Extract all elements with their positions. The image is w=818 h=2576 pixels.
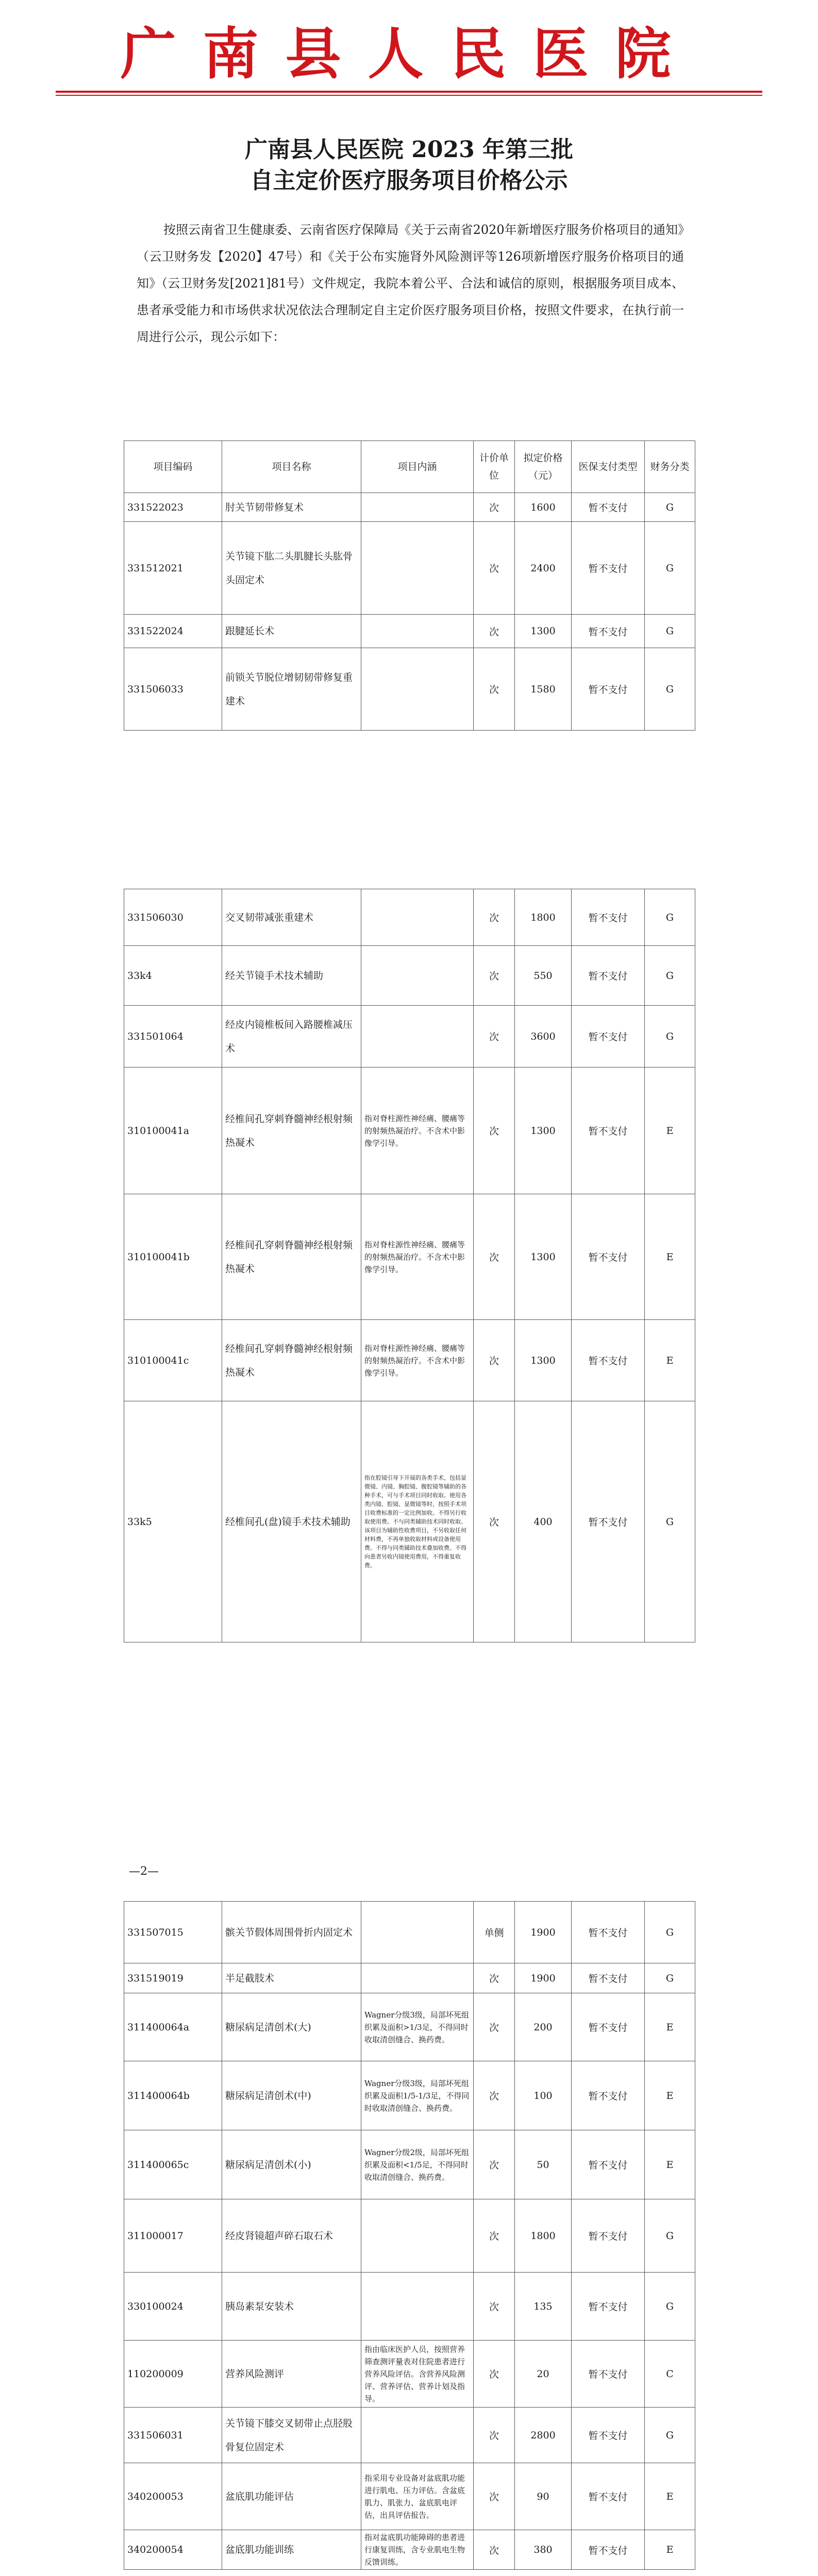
table-row — [124, 2530, 695, 2570]
table-row — [124, 1194, 695, 1320]
item-code: 340200053 — [124, 2463, 222, 2530]
item-code: 340200054 — [124, 2530, 222, 2570]
column-header: 财务分类 — [645, 441, 695, 493]
table-row — [124, 1401, 695, 1642]
item-content: 指对脊柱源性神经痛、腰痛等的射频热凝治疗。不含术中影像学引导。 — [361, 1320, 474, 1401]
finance-category: G — [645, 2199, 695, 2273]
item-content: Wagner分级2级，局部坏死组织累及面积<1/5足，不得同时收取清创缝合、换药费。 — [361, 2130, 474, 2199]
column-header: 计价单位 — [474, 441, 515, 493]
finance-category: G — [645, 522, 695, 615]
item-content — [361, 522, 474, 615]
item-content — [361, 2199, 474, 2273]
item-content — [361, 615, 474, 648]
table-header-row — [124, 441, 695, 493]
document-title-line2: 自主定价医疗服务项目价格公示 — [250, 167, 568, 194]
item-name: 糖尿病足清创术(中) — [222, 2061, 361, 2130]
item-code: 310100041c — [124, 1320, 222, 1401]
table-row — [124, 889, 695, 946]
proposed-price: 135 — [515, 2273, 572, 2341]
proposed-price: 550 — [515, 946, 572, 1006]
item-content: 指由临床医护人员，按照营养筛查测评量表对住院患者进行营养风险评估。含营养风险测评、营养评估、营养计划及指导。 — [361, 2341, 474, 2408]
proposed-price: 2400 — [515, 522, 572, 615]
finance-category: G — [645, 615, 695, 648]
proposed-price: 3600 — [515, 1006, 572, 1067]
item-content — [361, 493, 474, 522]
pricing-unit: 次 — [474, 1067, 515, 1194]
item-code: 110200009 — [124, 2341, 222, 2408]
finance-category: E — [645, 2061, 695, 2130]
proposed-price: 2800 — [515, 2408, 572, 2463]
finance-category: G — [645, 2408, 695, 2463]
item-name: 跟腱延长术 — [222, 615, 361, 648]
proposed-price: 1300 — [515, 615, 572, 648]
proposed-price: 400 — [515, 1401, 572, 1642]
item-name: 经椎间孔穿刺脊髓神经根射频热凝术 — [222, 1194, 361, 1320]
item-code: 331506030 — [124, 889, 222, 946]
table-row — [124, 1067, 695, 1194]
page-number-2: —2— — [129, 1865, 159, 1878]
finance-category: E — [645, 2463, 695, 2530]
finance-category: E — [645, 1993, 695, 2061]
finance-category: G — [645, 648, 695, 731]
item-content: 指对盆底肌功能障碍的患者进行康复训练，含专业肌电生物反馈训练。 — [361, 2530, 474, 2570]
table-row — [124, 1006, 695, 1067]
item-content: 指在腔镜引导下开展的各类手术，包括显微镜、内镜、胸腔镜、腹腔镜等辅助的各种手术，可与手术项目同时收取。使用各类内镜、腔镜、显微镜等时，按照手术项目收费标准的一定比例加收。不得另行收取使用费。不与同类辅助技术同时收取。该项目为辅助性收费项目，不另收取任何材料费，不再单独收取材料或设备使用费。不得与同类辅助技术叠加收费。不得向患者另收内镜使用费用，不得重复收费。 — [361, 1401, 474, 1642]
proposed-price: 1800 — [515, 889, 572, 946]
pricing-unit: 次 — [474, 522, 515, 615]
table-row — [124, 2408, 695, 2463]
item-content — [361, 2408, 474, 2463]
finance-category: E — [645, 1194, 695, 1320]
column-header: 项目编码 — [124, 441, 222, 493]
pricing-unit: 次 — [474, 1963, 515, 1993]
column-header: 项目名称 — [222, 441, 361, 493]
finance-category: G — [645, 1401, 695, 1642]
table-row — [124, 1963, 695, 1993]
item-code: 311400065c — [124, 2130, 222, 2199]
item-name: 经椎间孔穿刺脊髓神经根射频热凝术 — [222, 1320, 361, 1401]
item-name: 经椎间孔穿刺脊髓神经根射频热凝术 — [222, 1067, 361, 1194]
item-name: 髌关节假体周围骨折内固定术 — [222, 1902, 361, 1963]
proposed-price: 1900 — [515, 1902, 572, 1963]
item-name: 经皮肾镜超声碎石取石术 — [222, 2199, 361, 2273]
item-content: 指采用专业设备对盆底肌功能进行肌电、压力评估。含盆底肌力、肌张力、盆底肌电评估，出具评估报告。 — [361, 2463, 474, 2530]
proposed-price: 20 — [515, 2341, 572, 2408]
item-name: 交叉韧带减张重建术 — [222, 889, 361, 946]
pricing-unit: 次 — [474, 2530, 515, 2570]
finance-category: G — [645, 1963, 695, 1993]
item-code: 331512021 — [124, 522, 222, 615]
item-content — [361, 1902, 474, 1963]
item-code: 331501064 — [124, 1006, 222, 1067]
proposed-price: 90 — [515, 2463, 572, 2530]
pricing-unit: 单侧 — [474, 1902, 515, 1963]
item-content: Wagner分级3级，局部坏死组织累及面积>1/3足，不得同时收取清创缝合、换药费。 — [361, 1993, 474, 2061]
finance-category: G — [645, 1006, 695, 1067]
proposed-price: 1580 — [515, 648, 572, 731]
insurance-type: 暂不支付 — [572, 2199, 645, 2273]
item-name: 半足截肢术 — [222, 1963, 361, 1993]
finance-category: E — [645, 1320, 695, 1401]
table-row — [124, 946, 695, 1006]
table-row — [124, 1902, 695, 1963]
pricing-unit: 次 — [474, 946, 515, 1006]
table-row — [124, 2341, 695, 2408]
item-content — [361, 2273, 474, 2341]
finance-category: G — [645, 493, 695, 522]
finance-category: E — [645, 2130, 695, 2199]
insurance-type: 暂不支付 — [572, 2273, 645, 2341]
item-content: Wagner分级3级，局部坏死组织累及面积1/5-1/3足，不得同时收取清创缝合、换药费。 — [361, 2061, 474, 2130]
pricing-unit: 次 — [474, 2341, 515, 2408]
item-code: 311000017 — [124, 2199, 222, 2273]
proposed-price: 380 — [515, 2530, 572, 2570]
price-table-1 — [124, 440, 695, 731]
item-content — [361, 1006, 474, 1067]
finance-category: G — [645, 1902, 695, 1963]
insurance-type: 暂不支付 — [572, 889, 645, 946]
proposed-price: 1300 — [515, 1067, 572, 1194]
proposed-price: 1600 — [515, 493, 572, 522]
insurance-type: 暂不支付 — [572, 1993, 645, 2061]
insurance-type: 暂不支付 — [572, 522, 645, 615]
item-name: 糖尿病足清创术(小) — [222, 2130, 361, 2199]
table-row — [124, 2273, 695, 2341]
intro-paragraph: 按照云南省卫生健康委、云南省医疗保障局《关于云南省2020年新增医疗服务价格项目的通知》（云卫财务发【2020】47号）和《关于公布实施肾外风险测评等126项新增医疗服务价格项目的通知》（云卫财务发[2021]81号）文件规定，我院本着公平、合法和诚信的原则，根据服务项目成本、患者承受能力和市场供求状况依法合理制定自主定价医疗服务项目价格，按照文件要求，在执行前一周进行公示，现公示如下： — [137, 223, 684, 344]
finance-category: G — [645, 889, 695, 946]
item-name: 糖尿病足清创术(大) — [222, 1993, 361, 2061]
item-name: 胰岛素泵安装术 — [222, 2273, 361, 2341]
pricing-unit: 次 — [474, 1194, 515, 1320]
insurance-type: 暂不支付 — [572, 2061, 645, 2130]
item-code: 331522023 — [124, 493, 222, 522]
item-name: 肘关节韧带修复术 — [222, 493, 361, 522]
pricing-unit: 次 — [474, 1320, 515, 1401]
item-code: 331506033 — [124, 648, 222, 731]
column-header: 医保支付类型 — [572, 441, 645, 493]
item-code: 310100041b — [124, 1194, 222, 1320]
item-code: 33k4 — [124, 946, 222, 1006]
item-content: 指对脊柱源性神经痛、腰痛等的射频热凝治疗。不含术中影像学引导。 — [361, 1194, 474, 1320]
item-code: 331519019 — [124, 1963, 222, 1993]
item-content — [361, 946, 474, 1006]
proposed-price: 200 — [515, 1993, 572, 2061]
item-name: 关节镜下肱二头肌腱长头肱骨头固定术 — [222, 522, 361, 615]
proposed-price: 50 — [515, 2130, 572, 2199]
table-row — [124, 1320, 695, 1401]
table-row — [124, 522, 695, 615]
document-title-line1: 广南县人民医院 2023 年第三批 — [244, 137, 574, 163]
table-row — [124, 615, 695, 648]
item-code: 331506031 — [124, 2408, 222, 2463]
item-name: 盆底肌功能训练 — [222, 2530, 361, 2570]
price-table-2 — [124, 889, 695, 1642]
item-content — [361, 889, 474, 946]
item-code: 310100041a — [124, 1067, 222, 1194]
table-row — [124, 1993, 695, 2061]
item-content: 指对脊柱源性神经痛、腰痛等的射频热凝治疗。不含术中影像学引导。 — [361, 1067, 474, 1194]
item-code: 330100024 — [124, 2273, 222, 2341]
item-name: 盆底肌功能评估 — [222, 2463, 361, 2530]
pricing-unit: 次 — [474, 615, 515, 648]
finance-category: G — [645, 2273, 695, 2341]
table-row — [124, 493, 695, 522]
insurance-type: 暂不支付 — [572, 2408, 645, 2463]
proposed-price: 1300 — [515, 1194, 572, 1320]
item-code: 311400064b — [124, 2061, 222, 2130]
letterhead-hospital-name: 广南县人民医院 — [120, 22, 698, 87]
finance-category: C — [645, 2341, 695, 2408]
pricing-unit: 次 — [474, 493, 515, 522]
insurance-type: 暂不支付 — [572, 1401, 645, 1642]
insurance-type: 暂不支付 — [572, 1320, 645, 1401]
finance-category: E — [645, 2530, 695, 2570]
column-header: 项目内涵 — [361, 441, 474, 493]
item-name: 经皮内镜椎板间入路腰椎减压术 — [222, 1006, 361, 1067]
insurance-type: 暂不支付 — [572, 1963, 645, 1993]
pricing-unit: 次 — [474, 648, 515, 731]
insurance-type: 暂不支付 — [572, 493, 645, 522]
letterhead-red-rule-thin — [56, 95, 762, 96]
finance-category: E — [645, 1067, 695, 1194]
proposed-price: 1900 — [515, 1963, 572, 1993]
table-row — [124, 2463, 695, 2530]
letterhead-red-rule — [56, 91, 762, 93]
table-row — [124, 648, 695, 731]
item-name: 前锁关节脱位增韧韧带修复重建术 — [222, 648, 361, 731]
table-row — [124, 2199, 695, 2273]
item-content — [361, 1963, 474, 1993]
insurance-type: 暂不支付 — [572, 1902, 645, 1963]
pricing-unit: 次 — [474, 889, 515, 946]
item-name: 经椎间孔(盘)镜手术技术辅助 — [222, 1401, 361, 1642]
item-name: 经关节镜手术技术辅助 — [222, 946, 361, 1006]
item-code: 311400064a — [124, 1993, 222, 2061]
insurance-type: 暂不支付 — [572, 615, 645, 648]
item-content — [361, 648, 474, 731]
table-row — [124, 2061, 695, 2130]
proposed-price: 1800 — [515, 2199, 572, 2273]
pricing-unit: 次 — [474, 2408, 515, 2463]
item-code: 331507015 — [124, 1902, 222, 1963]
insurance-type: 暂不支付 — [572, 1006, 645, 1067]
pricing-unit: 次 — [474, 1006, 515, 1067]
item-code: 331522024 — [124, 615, 222, 648]
insurance-type: 暂不支付 — [572, 648, 645, 731]
item-name: 营养风险测评 — [222, 2341, 361, 2408]
insurance-type: 暂不支付 — [572, 1194, 645, 1320]
insurance-type: 暂不支付 — [572, 2530, 645, 2570]
pricing-unit: 次 — [474, 2061, 515, 2130]
insurance-type: 暂不支付 — [572, 2341, 645, 2408]
pricing-unit: 次 — [474, 2130, 515, 2199]
table-row — [124, 2130, 695, 2199]
item-name: 关节镜下膝交叉韧带止点胫股骨复位固定术 — [222, 2408, 361, 2463]
column-header: 拟定价格（元） — [515, 441, 572, 493]
insurance-type: 暂不支付 — [572, 2130, 645, 2199]
pricing-unit: 次 — [474, 2199, 515, 2273]
pricing-unit: 次 — [474, 1993, 515, 2061]
insurance-type: 暂不支付 — [572, 1067, 645, 1194]
insurance-type: 暂不支付 — [572, 2463, 645, 2530]
pricing-unit: 次 — [474, 1401, 515, 1642]
proposed-price: 100 — [515, 2061, 572, 2130]
finance-category: G — [645, 946, 695, 1006]
pricing-unit: 次 — [474, 2463, 515, 2530]
item-code: 33k5 — [124, 1401, 222, 1642]
proposed-price: 1300 — [515, 1320, 572, 1401]
pricing-unit: 次 — [474, 2273, 515, 2341]
price-table-3 — [124, 1901, 695, 2570]
insurance-type: 暂不支付 — [572, 946, 645, 1006]
